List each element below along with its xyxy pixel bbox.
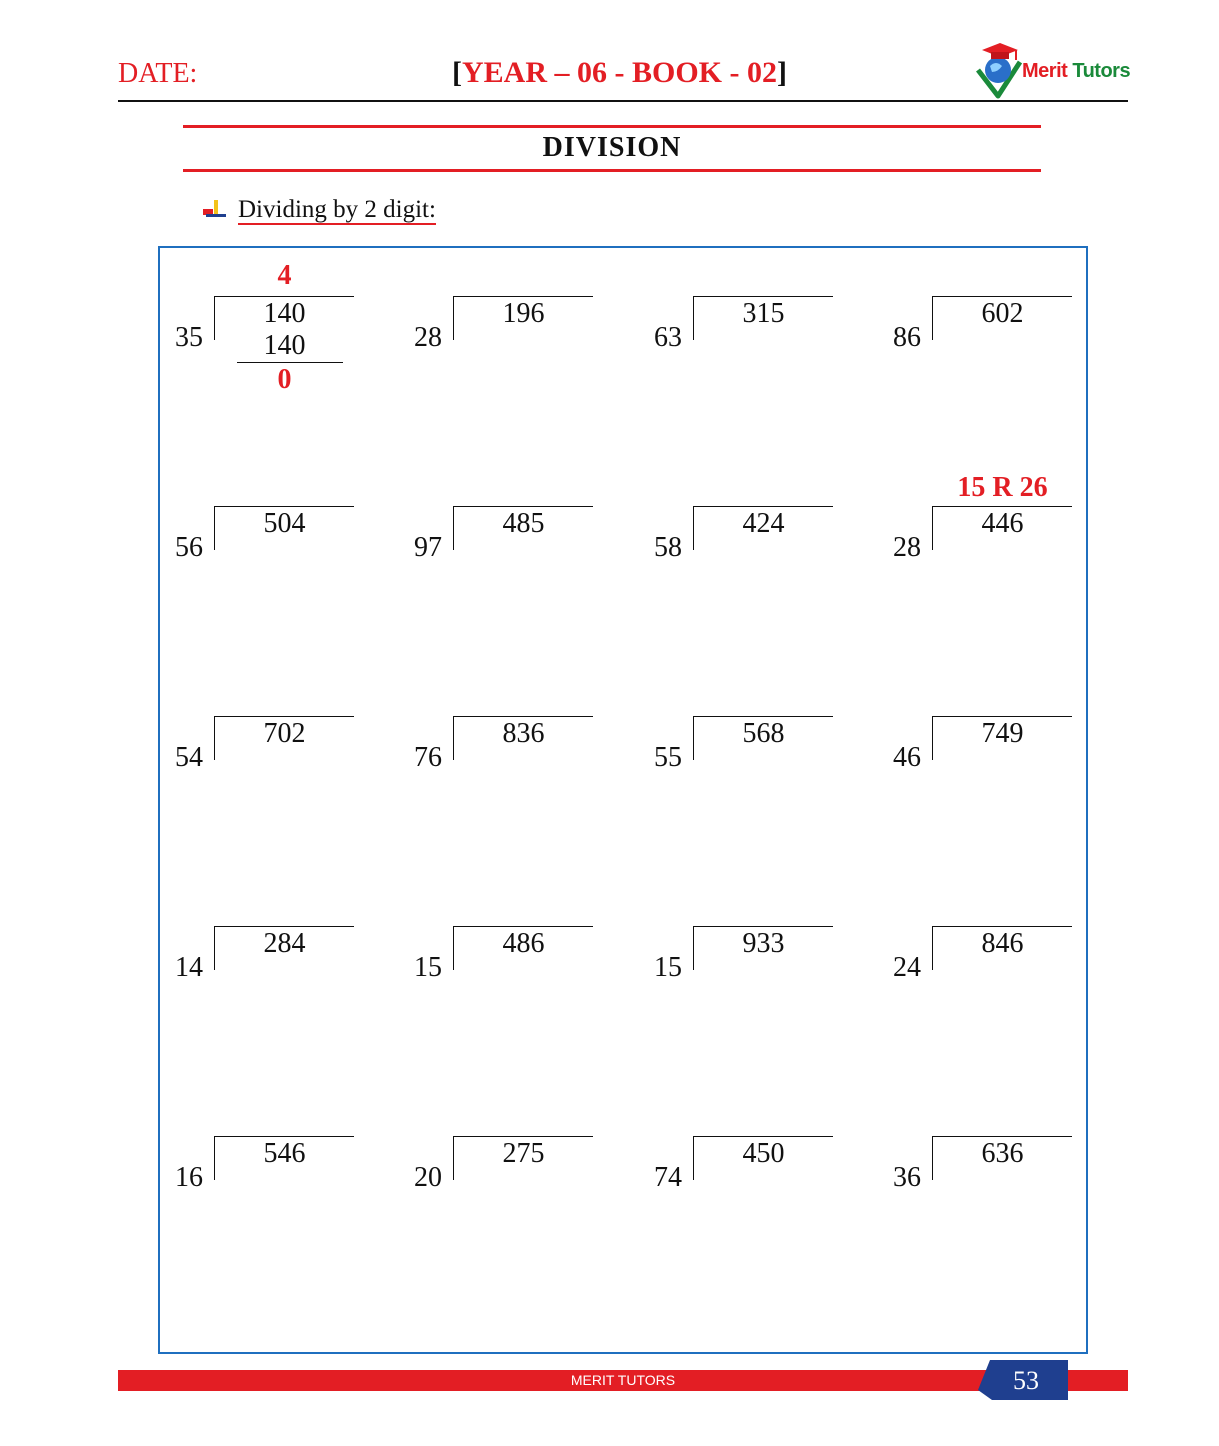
remainder-answer: 0 (277, 364, 292, 395)
divisor: 28 (893, 532, 921, 563)
dividend: 485 (502, 508, 545, 539)
dividend: 602 (981, 298, 1024, 329)
divisor: 16 (175, 1162, 203, 1193)
divisor: 15 (654, 952, 682, 983)
quotient-answer: 15 R 26 (957, 472, 1048, 503)
dividend: 196 (502, 298, 545, 329)
divisor: 63 (654, 322, 682, 353)
division-problem (893, 472, 1093, 626)
divisor: 14 (175, 952, 203, 983)
dividend: 284 (263, 928, 306, 959)
divisor: 28 (414, 322, 442, 353)
division-problem (893, 926, 1093, 1046)
division-problem (893, 296, 1093, 416)
logo-word-merit: Merit (1022, 60, 1068, 82)
dividend: 424 (742, 508, 785, 539)
division-problem (654, 506, 854, 626)
divisor: 15 (414, 952, 442, 983)
dividend: 846 (981, 928, 1024, 959)
book-title-text: YEAR – 06 - BOOK - 02 (462, 56, 777, 89)
divisor: 58 (654, 532, 682, 563)
book-title (452, 56, 787, 90)
division-problem (893, 1136, 1093, 1256)
dividend: 504 (263, 508, 306, 539)
division-problem (654, 1136, 854, 1256)
divisor: 54 (175, 742, 203, 773)
page-title: DIVISION (542, 132, 682, 163)
dividend: 446 (981, 508, 1024, 539)
division-problem (654, 926, 854, 1046)
division-problem (175, 506, 375, 626)
dividend: 486 (502, 928, 545, 959)
dividend: 836 (502, 718, 545, 749)
division-problem (414, 506, 614, 626)
division-problem (414, 716, 614, 836)
division-problem (893, 716, 1093, 836)
divisor: 76 (414, 742, 442, 773)
division-problem (175, 260, 375, 416)
division-problem (654, 716, 854, 836)
dividend: 140 (263, 298, 306, 329)
divisor: 56 (175, 532, 203, 563)
date-label: DATE: (118, 58, 198, 89)
page-number: 53 (1013, 1366, 1039, 1395)
title-bracket-close: ] (777, 56, 787, 89)
title-rule-top (183, 125, 1041, 128)
graduation-cap-globe-icon (974, 40, 1024, 100)
dividend: 636 (981, 1138, 1024, 1169)
subtraction-value: 140 (263, 330, 306, 361)
division-problem (175, 926, 375, 1046)
dividend: 315 (742, 298, 785, 329)
quotient-answer: 4 (277, 260, 292, 291)
section-subtitle: Dividing by 2 digit: (238, 196, 436, 223)
divisor: 35 (175, 322, 203, 353)
divisor: 74 (654, 1162, 682, 1193)
division-problem (175, 1136, 375, 1256)
dividend: 702 (263, 718, 306, 749)
merit-tutors-logo (974, 40, 1134, 100)
logo-word-tutors: Tutors (1072, 60, 1131, 82)
divisor: 97 (414, 532, 442, 563)
footer-brand: MERIT TUTORS (570, 1372, 676, 1388)
division-problem (175, 716, 375, 836)
divisor: 55 (654, 742, 682, 773)
dividend: 933 (742, 928, 785, 959)
divisor: 20 (414, 1162, 442, 1193)
header-rule (118, 100, 1128, 102)
division-problem (414, 926, 614, 1046)
dividend: 450 (742, 1138, 785, 1169)
divisor: 24 (893, 952, 921, 983)
divisor: 46 (893, 742, 921, 773)
title-rule-bottom (183, 169, 1041, 172)
dividend: 275 (502, 1138, 545, 1169)
dividend: 546 (263, 1138, 306, 1169)
dividend: 749 (981, 718, 1024, 749)
division-problem (654, 296, 854, 416)
title-bracket-open: [ (452, 56, 462, 89)
divisor: 36 (893, 1162, 921, 1193)
subtraction-line (237, 362, 343, 363)
logo-wordmark (1022, 60, 1130, 83)
division-problem (414, 296, 614, 416)
dividend: 568 (742, 718, 785, 749)
divisor: 86 (893, 322, 921, 353)
division-problem (414, 1136, 614, 1256)
pin-bullet-icon (203, 200, 229, 220)
